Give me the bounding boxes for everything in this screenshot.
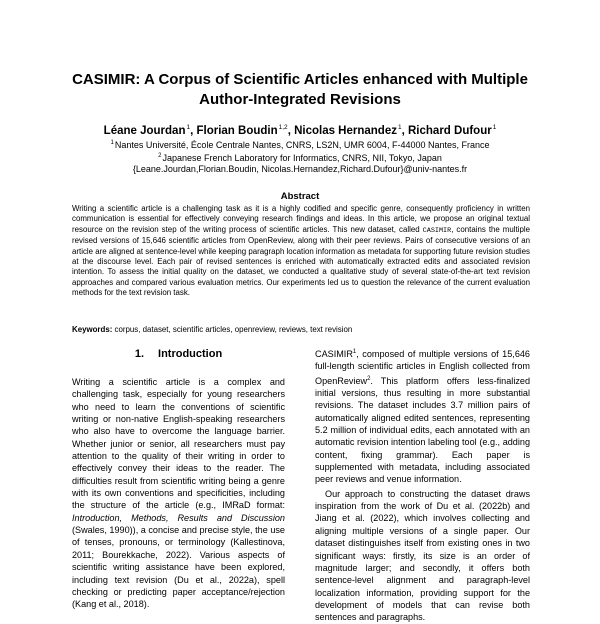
paragraph-text: CASIMIR	[315, 349, 353, 359]
paragraph-text: (Swales, 1990)), a concise and precise style, the use of tenses, pronouns, or terminology (Kallestinova, 2011; Bourekkache, 2022). Various aspects of scientific writing assistance have been explored, including text revision (Du et al., 2022a), spell checking or predicting paper acceptance/rejection (Kang et al., 2018).	[72, 525, 285, 610]
section-title: Introduction	[158, 348, 223, 360]
paragraph: Our approach to constructing the dataset draws inspiration from the work of Du et al. (2022b) and Jiang et al. (2022), which involves collecting and aligning multiple versions of a single paper. Our dataset distinguishes itself from existing ones in two significant ways: firstly, its size is an order of magnitude larger; and secondly, it offers both sentence-level alignment and paragraph-level localization information, providing support for the development of models that can revise both sentences and paragraphs.	[315, 488, 530, 623]
paragraph	[315, 346, 530, 486]
affiliation-text: Japanese French Laboratory for Informatics, CNRS, NII, Tokyo, Japan	[162, 153, 442, 163]
author-affiliation-mark: 1,2	[278, 124, 288, 131]
footnote-mark: 2	[367, 375, 371, 382]
left-column	[72, 376, 285, 611]
author-name: Richard Dufour	[408, 125, 492, 137]
section-number: 1.	[134, 348, 145, 360]
keywords-text: corpus, dataset, scientific articles, openreview, reviews, text revision	[114, 325, 353, 334]
keywords	[72, 325, 530, 335]
paragraph-text: . This platform offers less-finalized initial versions, thus resulting in more substantial revisions. The dataset includes 3.7 million pairs of automatically aligned edited sentences, representing 5.2 million of individual edits, each annotated with an automatic revision intention labeling tool (e.g., adding content, fixing grammar). Each paper is supplemented with metadata, including associated peer reviews and venue information.	[315, 375, 530, 485]
author-name: Léane Jourdan	[103, 125, 186, 137]
title-line-2: Author-Integrated Revisions	[199, 91, 401, 108]
paragraph	[72, 376, 285, 611]
author-name: Nicolas Hernandez	[294, 125, 397, 137]
abstract-heading: Abstract	[280, 191, 320, 202]
abstract-body	[72, 204, 530, 299]
author-affiliation-mark: 1	[492, 124, 497, 131]
author-emails: {Leane.Jourdan,Florian.Boudin, Nicolas.Hernandez,Richard.Dufour}@univ-nantes.fr	[132, 164, 468, 174]
abstract-text: Writing a scientific article is a challenging task as it is a highly codified and specific genre, consequently proficiency in written communication is essential for effectively conveying research findings and ideas. In this article, we propose an original textual resource on the revision step of the writing process of scientific articles. This new dataset, called	[72, 204, 530, 234]
paragraph-text: , composed of multiple versions of 15,646 full-length scientific articles in English collected from OpenReview	[315, 349, 530, 386]
affiliation-text: Nantes Université, École Centrale Nantes, CNRS, LS2N, UMR 6004, F-44000 Nantes, France	[114, 140, 490, 150]
abstract-text: , contains the multiple revised versions of 15,646 scientific articles from OpenReview, along with their peer reviews. Pairs of consecutive versions of an article are aligned at sentence-level while keeping paragraph location information as metadata for supporting future revision studies at the discourse level. Each pair of revised sentences is enriched with automatically extracted edits and associated revision intention. To assess the initial quality on the dataset, we conducted a qualitative study of several state-of-the-art text revision approaches and compared various evaluation metrics. Our experiments led us to question the relevance of the current evaluation methods for the text revision task.	[72, 224, 530, 298]
author-affiliation-mark: 1	[186, 124, 191, 131]
keywords-label: Keywords:	[72, 325, 113, 334]
right-column	[315, 346, 530, 624]
affiliation-mark: 2	[158, 153, 162, 159]
footnote-mark: 1	[352, 349, 357, 355]
paper-title	[40, 70, 560, 110]
dataset-name: CASIMIR	[422, 226, 452, 235]
title-line-1: CASIMIR: A Corpus of Scientific Articles enhanced with Multiple	[72, 71, 528, 88]
section-heading	[72, 347, 285, 361]
author-list: Léane Jourdan$^1$, Florian Boudin$^{1,2}$, Nicolas Hernandez$^1$, Richard Dufour$^1$	[103, 124, 497, 137]
author-affiliation-mark: 1	[397, 124, 402, 131]
affiliation-1	[40, 137, 560, 151]
author-name: Florian Boudin	[196, 125, 278, 137]
affiliation-2	[40, 150, 560, 164]
affiliation-mark: 1	[110, 140, 114, 146]
paragraph-italic-text: Introduction, Methods, Results and Discussion	[72, 512, 285, 523]
paragraph-text: Writing a scientific article is a complex and challenging task, especially for young researchers who need to learn the conventions of scientific writing or non-native English-speaking researchers who also have to overcome the language barrier. Whether junior or senior, all researchers must pay attention to the quality of their writing in order to effectively convey their ideas to the reader. The difficulties result from scientific writing being a genre with its own conventions and specificities, including the structure of the article (e.g., IMRaD format:	[72, 377, 285, 511]
